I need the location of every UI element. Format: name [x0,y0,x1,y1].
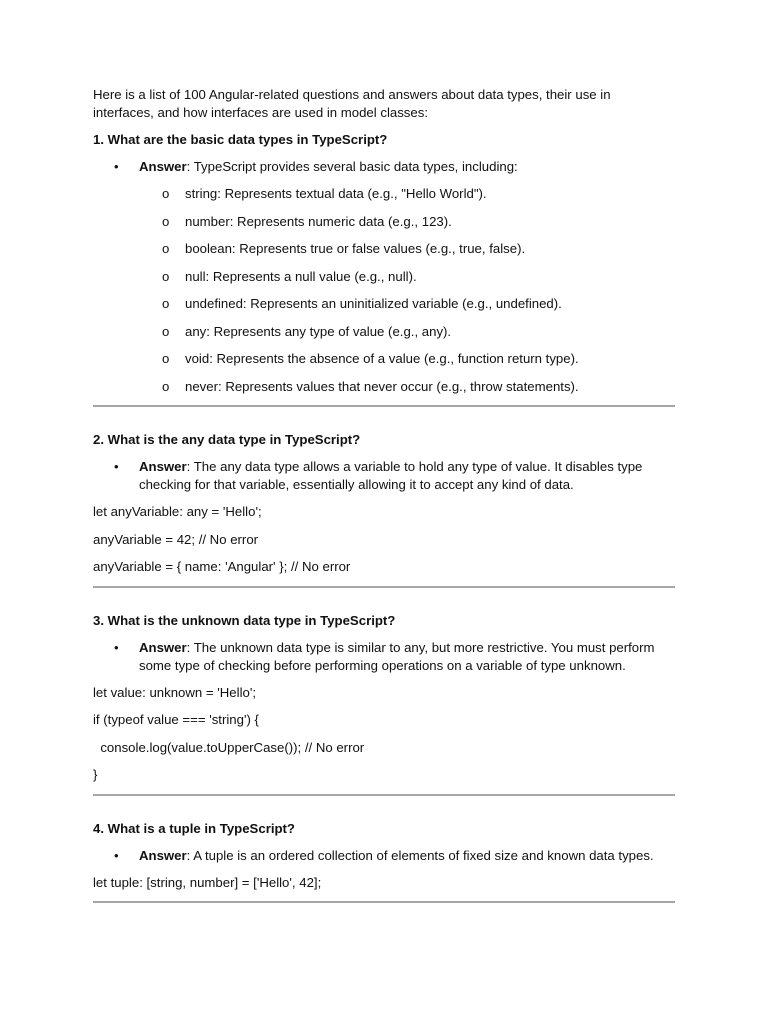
document-page [93,86,675,927]
question-title: 3. What is the unknown data type in TypeScript? [93,612,396,628]
answer-label: Answer [139,459,187,474]
sub-item-text: undefined: Represents an uninitialized variable (e.g., undefined). [185,296,562,311]
circle-bullet-icon: o [162,323,170,339]
answer-text: : A tuple is an ordered collection of elements of fixed size and known data types. [186,847,654,863]
answer-bullet [93,458,675,494]
section-divider [93,586,675,588]
bullet-icon: • [114,847,119,863]
sub-item-text: null: Represents a null value (e.g., null). [185,268,417,284]
code-line: anyVariable = { name: 'Angular' }; // No error [93,559,351,574]
section-3 [93,612,675,785]
sub-list-item [93,185,675,203]
code-line: } [93,767,98,782]
sub-list-item [93,323,675,341]
sub-list-item [93,295,675,313]
sub-item-text: boolean: Represents true or false values (e.g., true, false). [185,241,526,256]
circle-bullet-icon: o [162,351,170,366]
answer-bullet [93,847,675,865]
bullet-icon: • [114,159,119,174]
sub-list-item [93,350,675,368]
answer-text: : TypeScript provides several basic data types, including: [186,159,518,174]
code-line: console.log(value.toUpperCase()); // No error [93,739,365,755]
section-divider [93,901,675,903]
circle-bullet-icon: o [162,296,170,311]
section-2 [93,431,675,576]
sub-list-item [93,213,675,231]
section-4 [93,820,675,892]
answer-label: Answer [139,639,187,655]
circle-bullet-icon: o [162,268,170,284]
code-line: let anyVariable: any = 'Hello'; [93,504,262,519]
answer-text: : The unknown data type is similar to any, but more restrictive. You must perform some type of checking before performing operations on a variable of type unknown. [139,639,655,673]
sub-list-item [93,268,675,286]
answer-label: Answer [139,847,187,863]
code-line: if (typeof value === 'string') { [93,712,259,727]
answer-label: Answer [139,159,187,174]
answer-bullet [93,158,675,176]
circle-bullet-icon: o [162,213,170,229]
circle-bullet-icon: o [162,186,170,201]
answer-text: : The any data type allows a variable to hold any type of value. It disables type checking for that variable, essentially allowing it to accept any kind of data. [139,459,643,492]
question-title: 2. What is the any data type in TypeScript? [93,432,361,447]
circle-bullet-icon: o [162,378,170,394]
sub-list-item [93,378,675,396]
sub-item-text: number: Represents numeric data (e.g., 123). [185,213,452,229]
sub-item-text: void: Represents the absence of a value (e.g., function return type). [185,351,579,366]
section-1 [93,131,675,396]
sub-item-text: string: Represents textual data (e.g., "Hello World"). [185,186,487,201]
code-line: let tuple: [string, number] = ['Hello', 42]; [93,874,322,890]
section-divider [93,794,675,796]
bullet-icon: • [114,459,119,474]
sub-item-text: never: Represents values that never occur (e.g., throw statements). [185,378,579,394]
bullet-icon: • [114,639,119,655]
code-line: let value: unknown = 'Hello'; [93,684,257,700]
sub-list-item [93,240,675,258]
question-title: 1. What are the basic data types in TypeScript? [93,132,388,147]
sub-item-text: any: Represents any type of value (e.g., any). [185,323,452,339]
code-line: anyVariable = 42; // No error [93,531,259,547]
circle-bullet-icon: o [162,241,170,256]
question-title: 4. What is a tuple in TypeScript? [93,820,295,836]
answer-bullet [93,639,675,675]
intro-paragraph: Here is a list of 100 Angular-related questions and answers about data types, their use in interfaces, and how interfaces are used in model classes: [93,87,611,120]
section-divider [93,405,675,407]
